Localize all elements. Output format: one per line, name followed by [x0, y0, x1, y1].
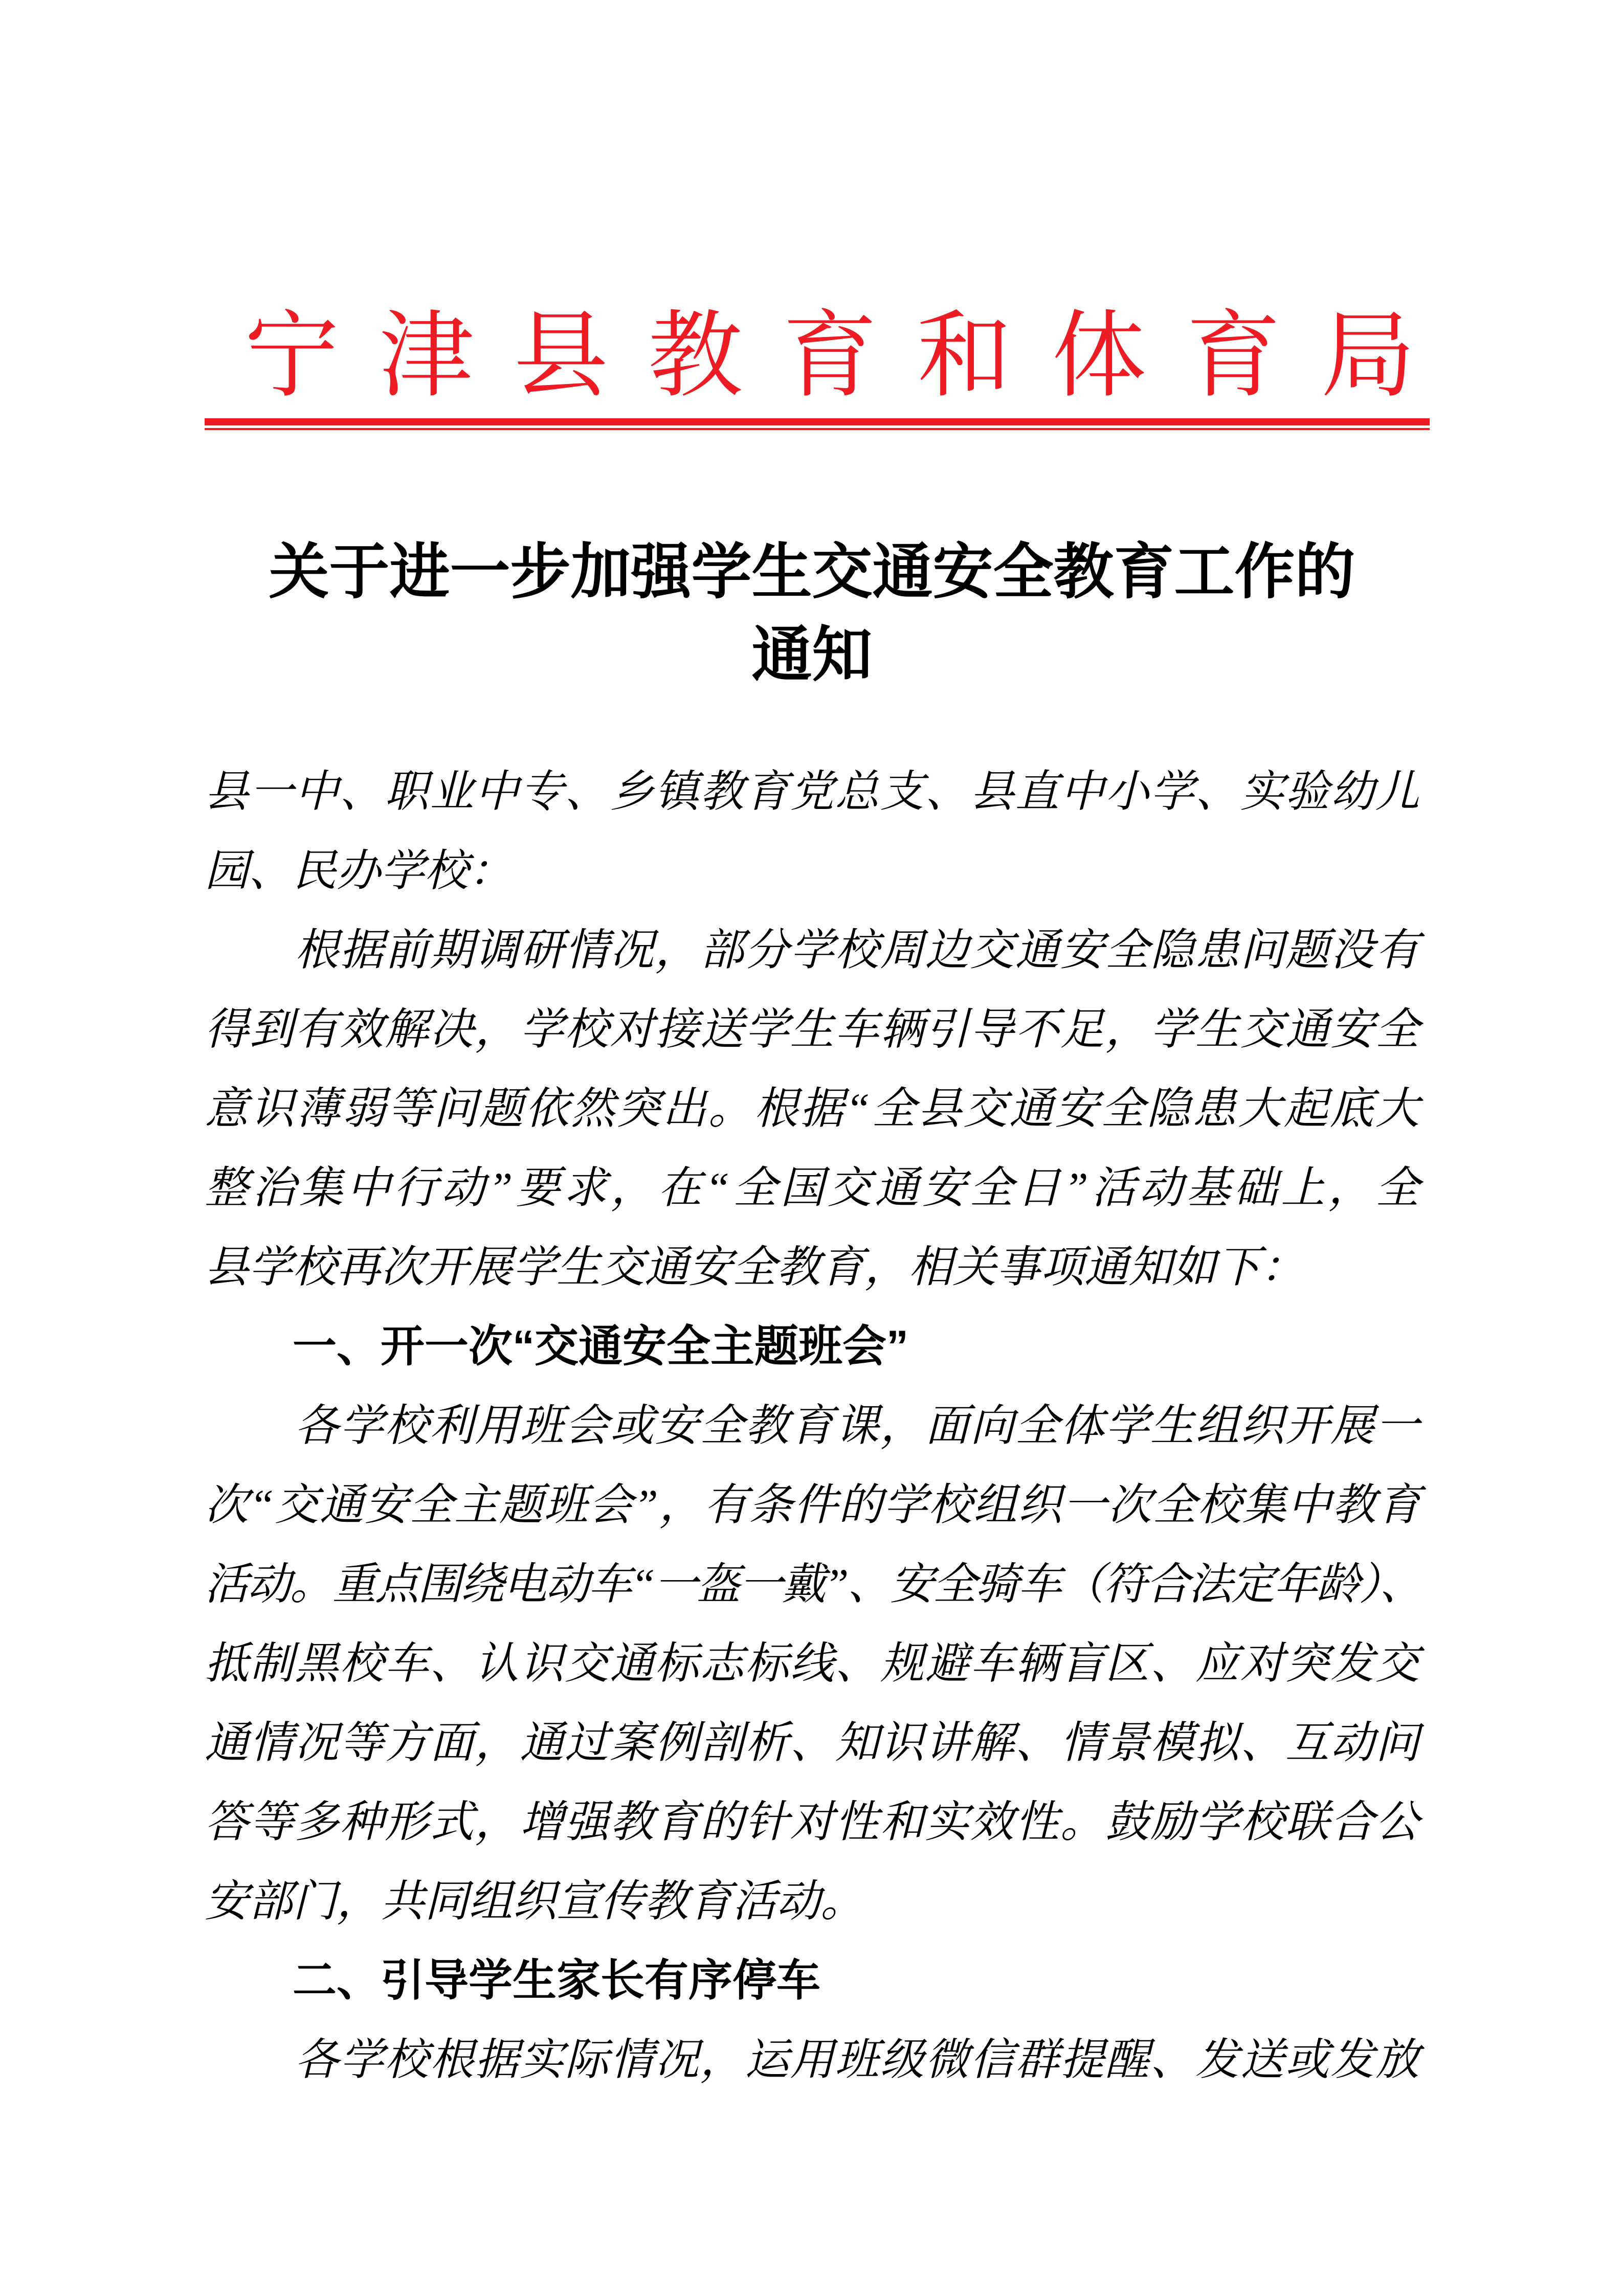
body-line: 活动。重点围绕电动车“一盔一戴”、安全骑车（符合法定年龄）、 [205, 1560, 1419, 1609]
body-line: 县学校再次开展学生交通安全教育，相关事项通知如下： [205, 1243, 1304, 1292]
body-line: 根据前期调研情况，部分学校周边交通安全隐患问题没有 [205, 926, 1419, 975]
body-line: 通情况等方面，通过案例剖析、知识讲解、情景模拟、互动问 [205, 1718, 1419, 1767]
letterhead-double-rule [205, 418, 1430, 430]
document-body [205, 752, 1419, 2100]
letterhead-agency-name: 宁津县教育和体育局 [244, 304, 1455, 409]
body-line: 整治集中行动”要求，在“全国交通安全日”活动基础上，全 [205, 1163, 1419, 1212]
body-line: 答等多种形式，增强教育的针对性和实效性。鼓励学校联合公 [205, 1797, 1419, 1847]
body-line: 次“交通安全主题班会”，有条件的学校组织一次全校集中教育 [205, 1480, 1419, 1529]
recipients-line: 园、民办学校： [205, 846, 513, 895]
document-title-line2: 通知 [751, 622, 873, 689]
document-title-line1: 关于进一步加强学生交通安全教育工作的 [269, 539, 1355, 606]
section-heading-2: 二、引导学生家长有序停车 [205, 1956, 820, 2005]
document-title [205, 531, 1419, 697]
recipients-line: 县一中、职业中专、乡镇教育党总支、县直中小学、实验幼儿 [205, 767, 1419, 816]
body-line: 各学校利用班会或安全教育课，面向全体学生组织开展一 [205, 1401, 1419, 1450]
document-content [205, 304, 1455, 2100]
body-line: 意识薄弱等问题依然突出。根据“全县交通安全隐患大起底大 [205, 1084, 1419, 1133]
body-line: 安部门，共同组织宣传教育活动。 [205, 1877, 864, 1926]
body-line: 得到有效解决，学校对接送学生车辆引导不足，学生交通安全 [205, 1005, 1419, 1054]
section-heading-1: 一、开一次“交通安全主题班会” [205, 1322, 908, 1371]
body-line: 各学校根据实际情况，运用班级微信群提醒、发送或发放 [205, 2035, 1419, 2084]
body-line: 抵制黑校车、认识交通标志标线、规避车辆盲区、应对突发交 [205, 1639, 1419, 1688]
